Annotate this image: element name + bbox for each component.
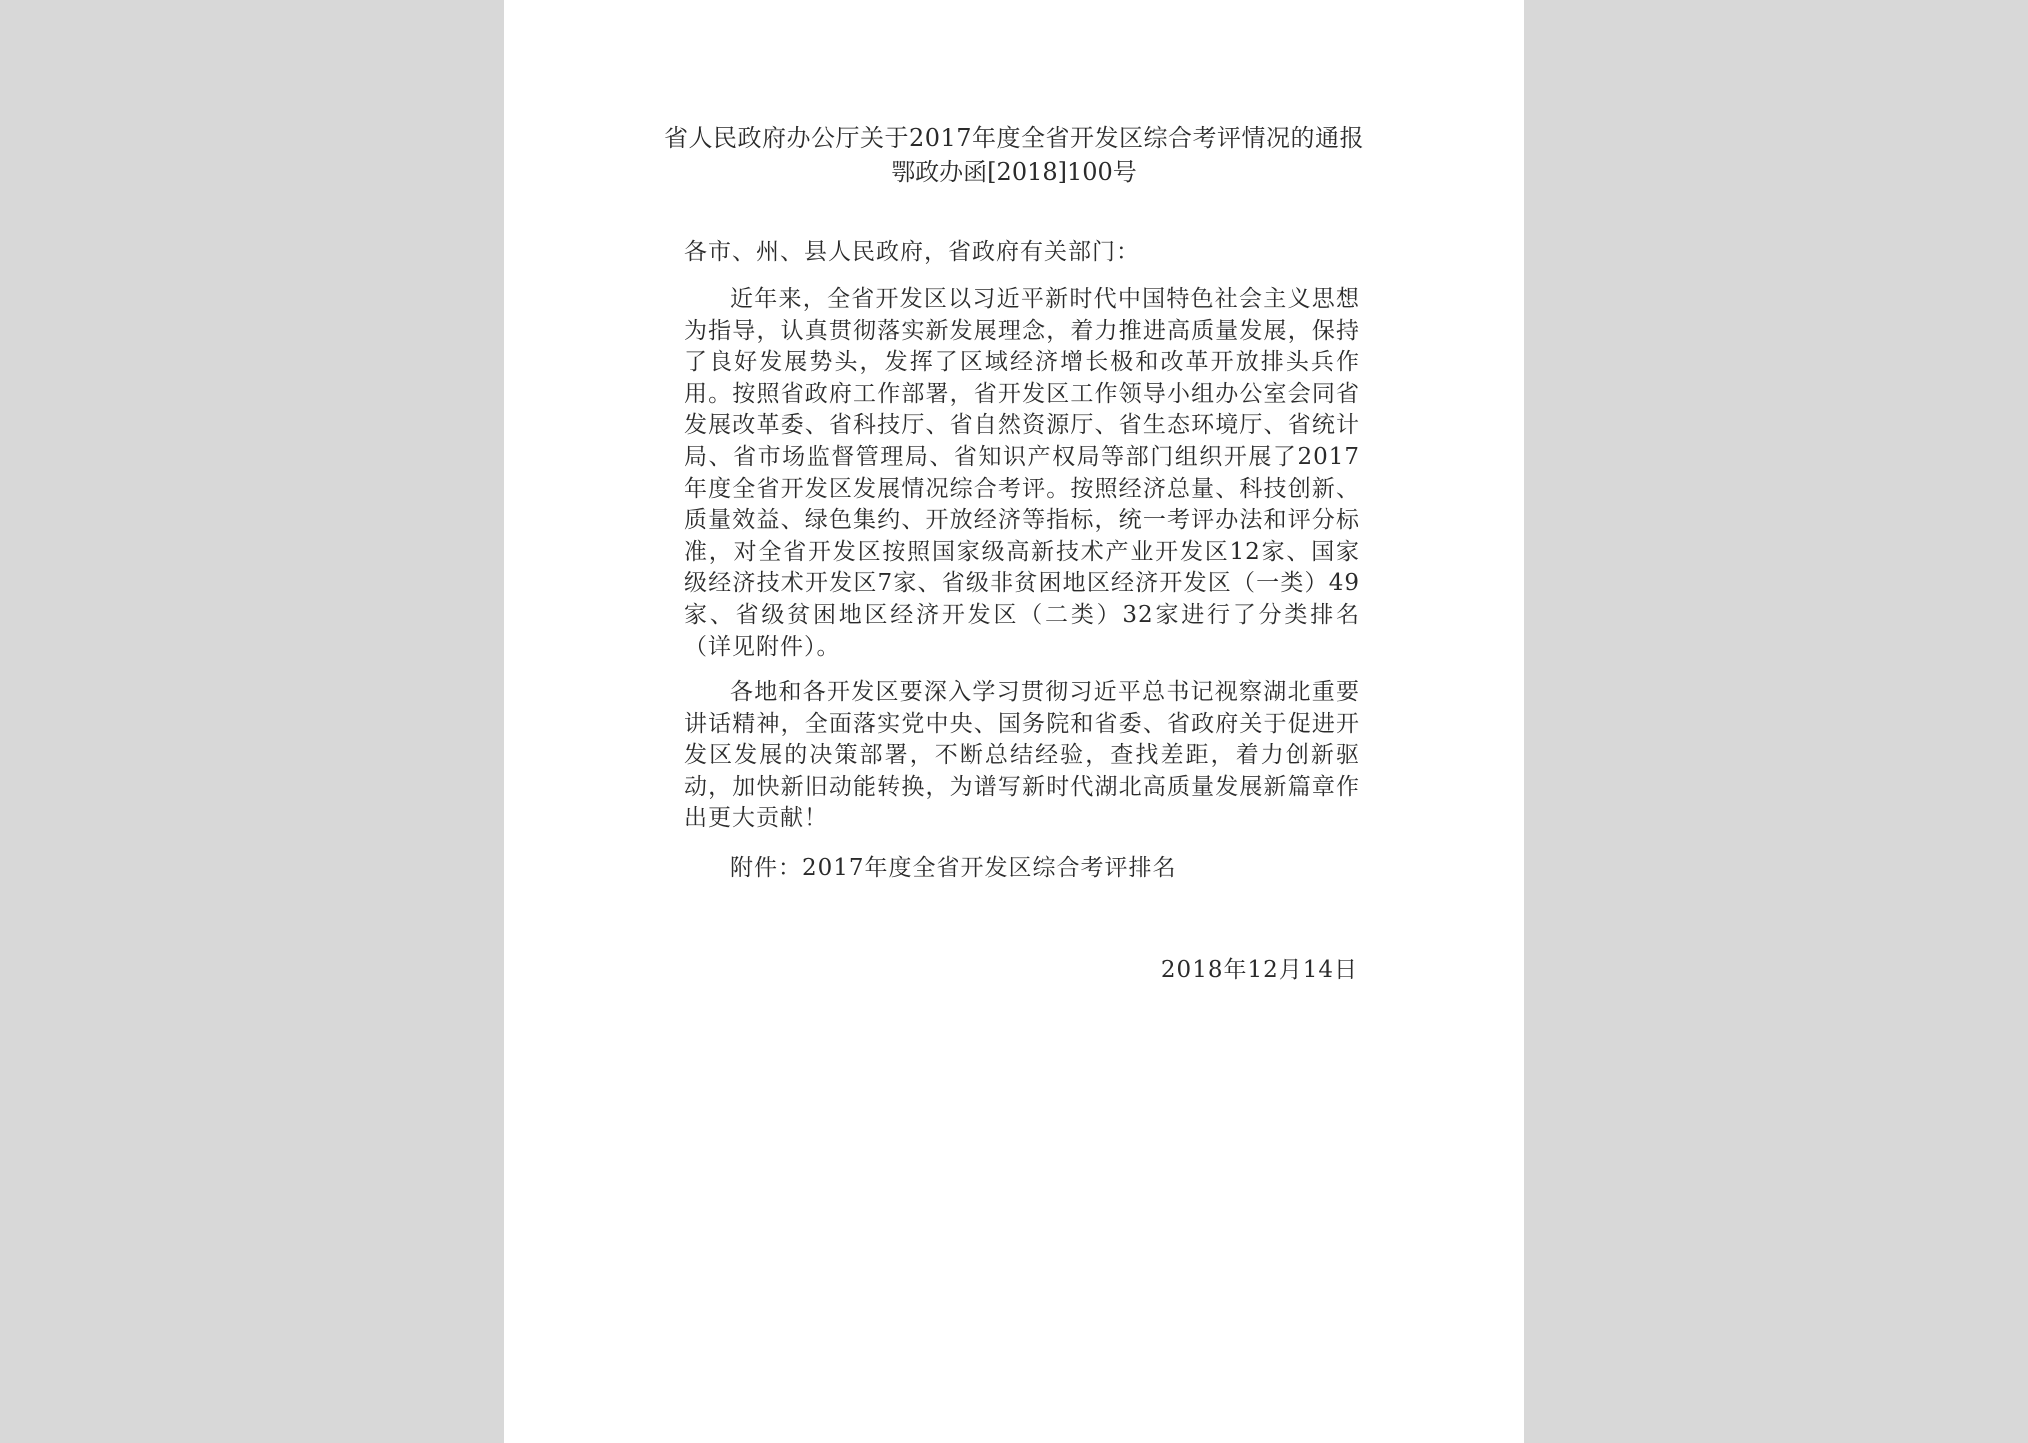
attachment-note: 附件：2017年度全省开发区综合考评排名: [730, 855, 1177, 881]
salutation: 各市、州、县人民政府，省政府有关部门：: [684, 239, 1140, 265]
body-paragraph-1: 近年来，全省开发区以习近平新时代中国特色社会主义思想为指导，认真贯彻落实新发展理念，着力推进高质量发展，保持了良好发展势头，发挥了区域经济增长极和改革开放排头兵作用。按照省政府工作部署，省开发区工作领导小组办公室会同省发展改革委、省科技厅、省自然资源厅、省生态环境厅、省统计局、省市场监督管理局、省知识产权局等部门组织开展了2017年度全省开发区发展情况综合考评。按照经济总量、科技创新、质量效益、绿色集约、开放经济等指标，统一考评办法和评分标准，对全省开发区按照国家级高新技术产业开发区12家、国家级经济技术开发区7家、省级非贫困地区经济开发区（一类）49家、省级贫困地区经济开发区（二类）32家进行了分类排名（详见附件）。: [684, 286, 1360, 660]
document-title: 省人民政府办公厅关于2017年度全省开发区综合考评情况的通报: [663, 124, 1365, 152]
document-date: 2018年12月14日: [1160, 957, 1358, 983]
document-number: 鄂政办函[2018]100号: [891, 158, 1137, 186]
document-page: [504, 0, 1524, 1443]
body-paragraph-2: 各地和各开发区要深入学习贯彻习近平总书记视察湖北重要讲话精神，全面落实党中央、国务院和省委、省政府关于促进开发区发展的决策部署，不断总结经验，查找差距，着力创新驱动，加快新旧动能转换，为谱写新时代湖北高质量发展新篇章作出更大贡献！: [684, 679, 1360, 832]
